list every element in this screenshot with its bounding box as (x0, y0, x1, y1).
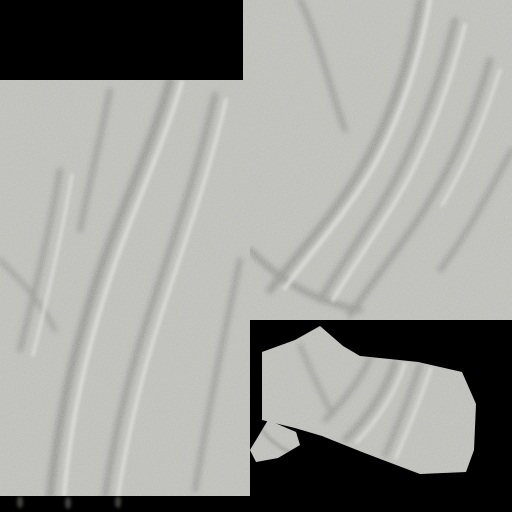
left-panel (0, 80, 250, 496)
upper-right-panel (243, 0, 512, 320)
